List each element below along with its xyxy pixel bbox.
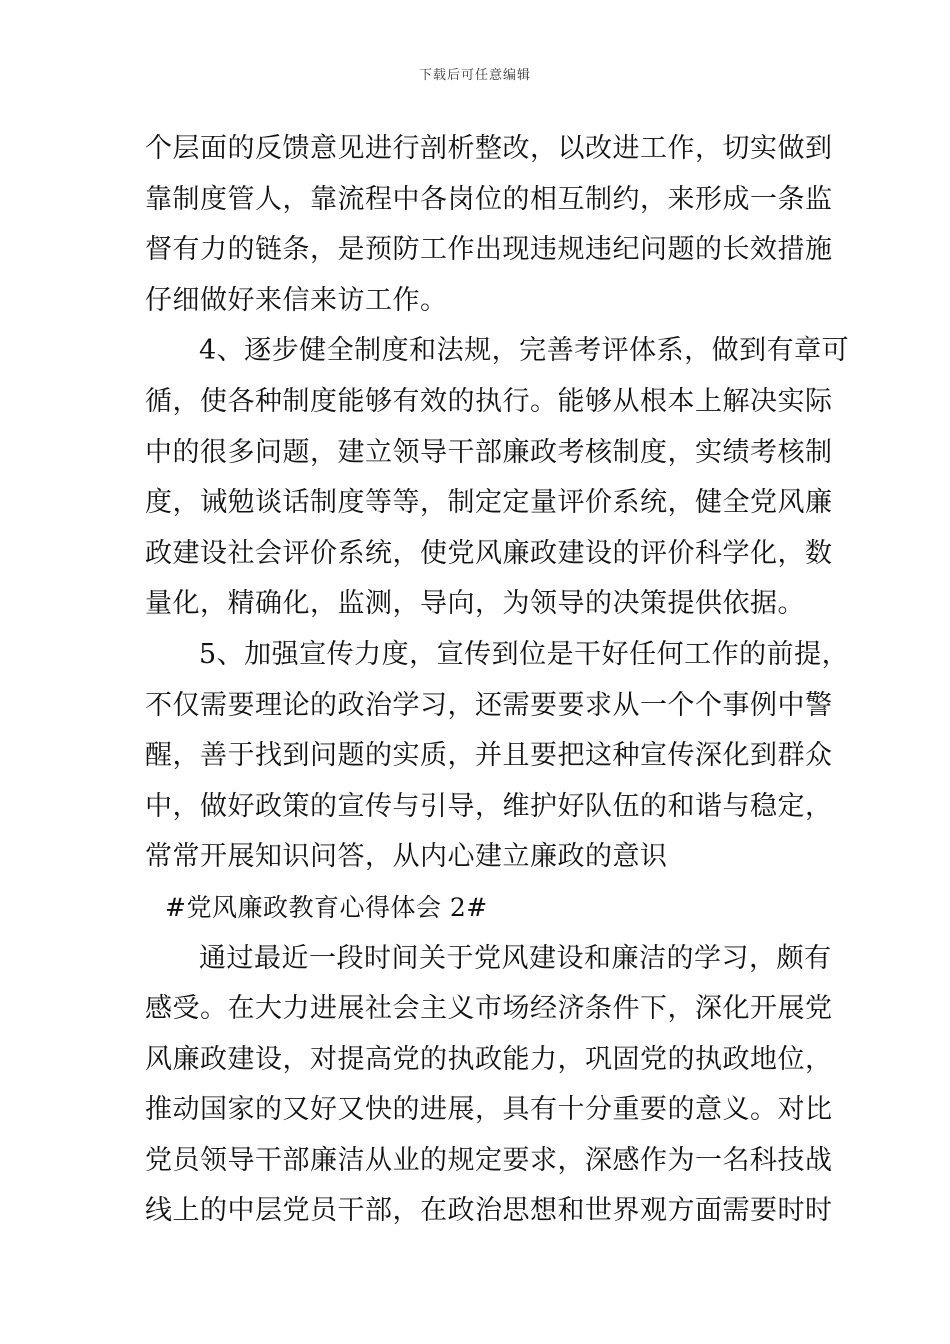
text-line: 5、加强宣传力度，宣传到位是干好任何工作的前提，	[199, 638, 850, 670]
text-line: 仔细做好来信来访工作。	[145, 284, 448, 316]
text-line: 靠制度管人，靠流程中各岗位的相互制约，来形成一条监	[145, 183, 833, 215]
text-line: 中，做好政策的宣传与引导，维护好队伍的和谐与稳定，	[145, 790, 833, 822]
document-body	[145, 124, 850, 1237]
text-line: 党员领导干部廉洁从业的规定要求，深感作为一名科技战	[145, 1144, 833, 1176]
text-line: 醒，善于找到问题的实质，并且要把这种宣传深化到群众	[145, 740, 833, 772]
text-line: 不仅需要理论的政治学习，还需要要求从一个个事例中警	[145, 689, 833, 721]
text-line: 推动国家的又好又快的进展，具有十分重要的意义。对比	[145, 1094, 833, 1126]
page-header: 下载后可任意编辑	[418, 68, 531, 83]
text-line: 感受。在大力进展社会主义市场经济条件下，深化开展党	[145, 993, 833, 1025]
text-line: 常常开展知识问答，从内心建立廉政的意识	[145, 841, 668, 873]
text-line: 线上的中层党员干部，在政治思想和世界观方面需要时时	[145, 1195, 833, 1227]
text-line: 督有力的链条，是预防工作出现违规违纪问题的长效措施	[145, 234, 833, 266]
text-line: 4、逐步健全制度和法规，完善考评体系，做到有章可	[199, 335, 850, 367]
text-line: 度，诫勉谈话制度等等，制定定量评价系统，健全党风廉	[145, 487, 833, 519]
text-line: 通过最近一段时间关于党风建设和廉洁的学习，颇有	[199, 942, 832, 974]
text-line: 量化，精确化，监测，导向，为领导的决策提供依据。	[145, 588, 805, 620]
text-line: 个层面的反馈意见进行剖析整改，以改进工作，切实做到	[145, 133, 833, 164]
text-line: 中的很多问题，建立领导干部廉政考核制度，实绩考核制	[145, 436, 833, 468]
text-line: 循，使各种制度能够有效的执行。能够从根本上解决实际	[145, 385, 833, 417]
section-heading: #党风廉政教育心得体会 2#	[165, 892, 488, 922]
text-line: 政建设社会评价系统，使党风廉政建设的评价科学化，数	[145, 537, 833, 569]
text-line: 风廉政建设，对提高党的执政能力，巩固党的执政地位，	[145, 1043, 833, 1075]
